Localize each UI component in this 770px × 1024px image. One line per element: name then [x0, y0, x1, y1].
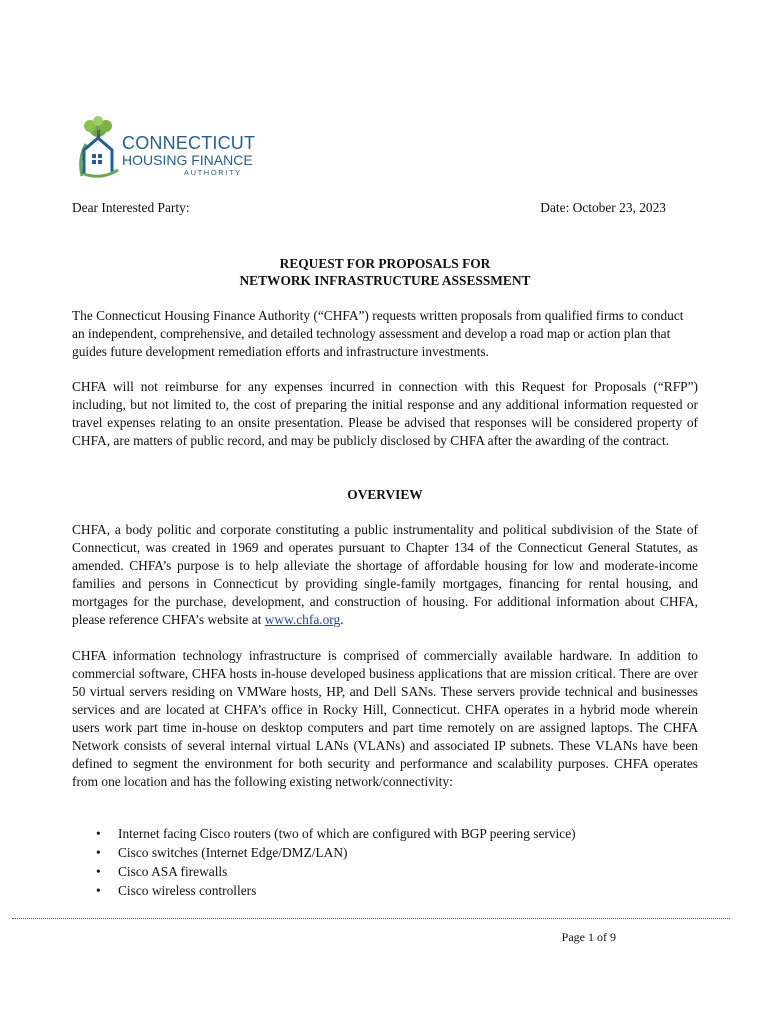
network-bullet-list [72, 825, 698, 901]
greeting: Dear Interested Party: [72, 200, 190, 215]
house-tree-icon [76, 114, 122, 180]
logo-line-2: HOUSING FINANCE [122, 152, 253, 168]
footer-divider [12, 918, 730, 919]
overview-end: . [340, 612, 344, 627]
list-item [72, 844, 698, 863]
it-infrastructure-paragraph: CHFA information technology infrastructure is comprised of commercially available hardware. In addition to commercial software, CHFA hosts in-house developed business applications that are mission critical. There are over 50 virtual servers residing on VMWare hosts, HP, and Dell SANs. These servers provide technical and businesses services and are located at CHFA’s office in Rocky Hill, Connecticut. CHFA operates in a hybrid mode wherein users work part time in-house on desktop computers and part time remotely on are assigned laptops. The CHFA Network consists of several internal virtual LANs (VLANs) and associated IP subnets. These VLANs have been defined to segment the environment for both security and performance and scalability purposes. CHFA operates from one location and has the following existing network/connectivity: [72, 648, 698, 789]
document-title-line-1: REQUEST FOR PROPOSALS FOR [279, 256, 491, 271]
chfa-website-link[interactable]: www.chfa.org [264, 612, 341, 627]
bullet-text: Cisco switches (Internet Edge/DMZ/LAN) [118, 845, 348, 860]
letter-date: Date: October 23, 2023 [540, 200, 666, 215]
bullet-icon: • [96, 864, 101, 879]
bullet-icon: • [96, 845, 101, 860]
bullet-icon: • [96, 883, 101, 898]
list-item [72, 882, 698, 901]
chfa-logo [76, 114, 262, 180]
bullet-text: Cisco ASA firewalls [118, 864, 228, 879]
bullet-icon: • [96, 826, 101, 841]
document-title-line-2: NETWORK INFRASTRUCTURE ASSESSMENT [239, 273, 531, 288]
list-item [72, 825, 698, 844]
logo-wordmark [122, 134, 255, 177]
bullet-text: Cisco wireless controllers [118, 883, 257, 898]
reimbursement-paragraph: CHFA will not reimburse for any expenses incurred in connection with this Request for Proposals (“RFP”) including, but not limited to, the cost of preparing the initial response and any additional information requested or travel expenses relating to an onsite presentation. Please be advised that responses will be considered property of CHFA, are matters of public record, and may be publicly disclosed by CHFA after the awarding of the contract. [72, 379, 698, 448]
logo-line-3: AUTHORITY [184, 168, 242, 177]
page-number: Page 1 of 9 [561, 930, 616, 944]
overview-text: CHFA, a body politic and corporate constituting a public instrumentality and political subdivision of the State of Connecticut, was created in 1969 and operates pursuant to Chapter 134 of the Connecticut General Statutes, as amended. CHFA’s purpose is to help alleviate the shortage of affordable housing for low and moderate-income families and persons in Connecticut by providing single-family mortgages, financing for rental housing, and mortgages for the purchase, development, and construction of housing. For additional information about CHFA, please reference CHFA’s website at [72, 522, 698, 627]
overview-heading: OVERVIEW [347, 487, 423, 502]
overview-paragraph [72, 521, 698, 629]
logo-line-1: CONNECTICUT [122, 133, 256, 153]
intro-paragraph: The Connecticut Housing Finance Authority (“CHFA”) requests written proposals from qualified firms to conduct an independent, comprehensive, and detailed technology assessment and develop a road map or action plan that guides future development remediation efforts and infrastructure investments. [72, 308, 684, 359]
bullet-text: Internet facing Cisco routers (two of which are configured with BGP peering service) [118, 826, 576, 841]
list-item [72, 863, 698, 882]
